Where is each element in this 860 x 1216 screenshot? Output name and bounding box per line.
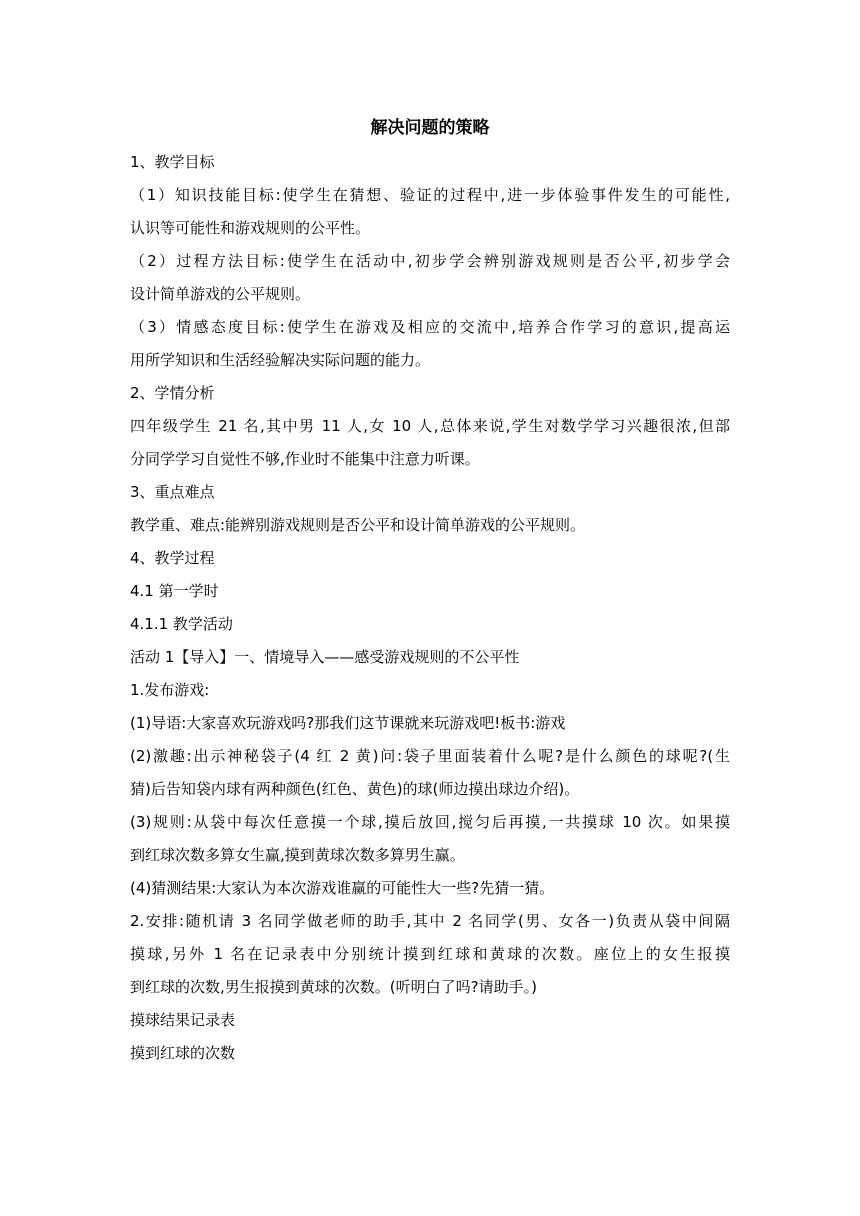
paragraph-line: 设计简单游戏的公平规则。	[130, 285, 311, 303]
paragraph-line: (4)猜测结果:大家认为本次游戏谁赢的可能性大一些?先猜一猜。	[130, 879, 555, 897]
table-caption: 摸球结果记录表	[130, 1011, 236, 1029]
heading-student-analysis: 2、学情分析	[130, 384, 215, 402]
paragraph-line: (2)激趣:出示神秘袋子(4 红 2 黄)问:袋子里面装着什么呢?是什么颜色的球呢?(生	[130, 747, 730, 765]
paragraph-line: 用所学知识和生活经验解决实际问题的能力。	[130, 351, 431, 369]
table-row-label: 摸到红球的次数	[130, 1044, 236, 1062]
paragraph-line: （1）知识技能目标:使学生在猜想、验证的过程中,进一步体验事件发生的可能性,	[130, 186, 730, 204]
paragraph-line: 教学重、难点:能辨别游戏规则是否公平和设计简单游戏的公平规则。	[130, 516, 586, 534]
paragraph-line: 摸球,另外 1 名在记录表中分别统计摸到红球和黄球的次数。座位上的女生报摸	[130, 945, 730, 963]
paragraph-line: 四年级学生 21 名,其中男 11 人,女 10 人,总体来说,学生对数学学习兴趣很浓,但部	[130, 417, 730, 435]
document-title: 解决问题的策略	[370, 118, 490, 138]
paragraph-line: （3）情感态度目标:使学生在游戏及相应的交流中,培养合作学习的意识,提高运	[130, 318, 730, 336]
paragraph-line: 活动 1【导入】一、情境导入——感受游戏规则的不公平性	[130, 648, 520, 666]
heading-key-points: 3、重点难点	[130, 483, 215, 501]
heading-teaching-process: 4、教学过程	[130, 549, 215, 567]
heading-teaching-goals: 1、教学目标	[130, 153, 215, 171]
document-page	[130, 112, 730, 1070]
paragraph-line: (3)规则:从袋中每次任意摸一个球,摸后放回,搅匀后再摸,一共摸球 10 次。如果摸	[130, 813, 730, 831]
paragraph-line: （2）过程方法目标:使学生在活动中,初步学会辨别游戏规则是否公平,初步学会	[130, 252, 730, 270]
subheading-teaching-activity: 4.1.1 教学活动	[130, 615, 233, 633]
paragraph-line: 到红球次数多算女生赢,摸到黄球次数多算男生赢。	[130, 846, 465, 864]
paragraph-line: (1)导语:大家喜欢玩游戏吗?那我们这节课就来玩游戏吧!板书:游戏	[130, 714, 566, 732]
paragraph-line: 到红球的次数,男生报摸到黄球的次数。(听明白了吗?请助手。)	[130, 978, 537, 996]
paragraph-line: 猜)后告知袋内球有两种颜色(红色、黄色)的球(师边摸出球边介绍)。	[130, 780, 580, 798]
paragraph-line: 2.安排:随机请 3 名同学做老师的助手,其中 2 名同学(男、女各一)负责从袋中间隔	[130, 912, 730, 930]
paragraph-line: 分同学学习自觉性不够,作业时不能集中注意力听课。	[130, 450, 480, 468]
paragraph-line: 1.发布游戏:	[130, 681, 210, 699]
paragraph-line: 认识等可能性和游戏规则的公平性。	[130, 219, 371, 237]
subheading-first-lesson: 4.1 第一学时	[130, 582, 219, 600]
